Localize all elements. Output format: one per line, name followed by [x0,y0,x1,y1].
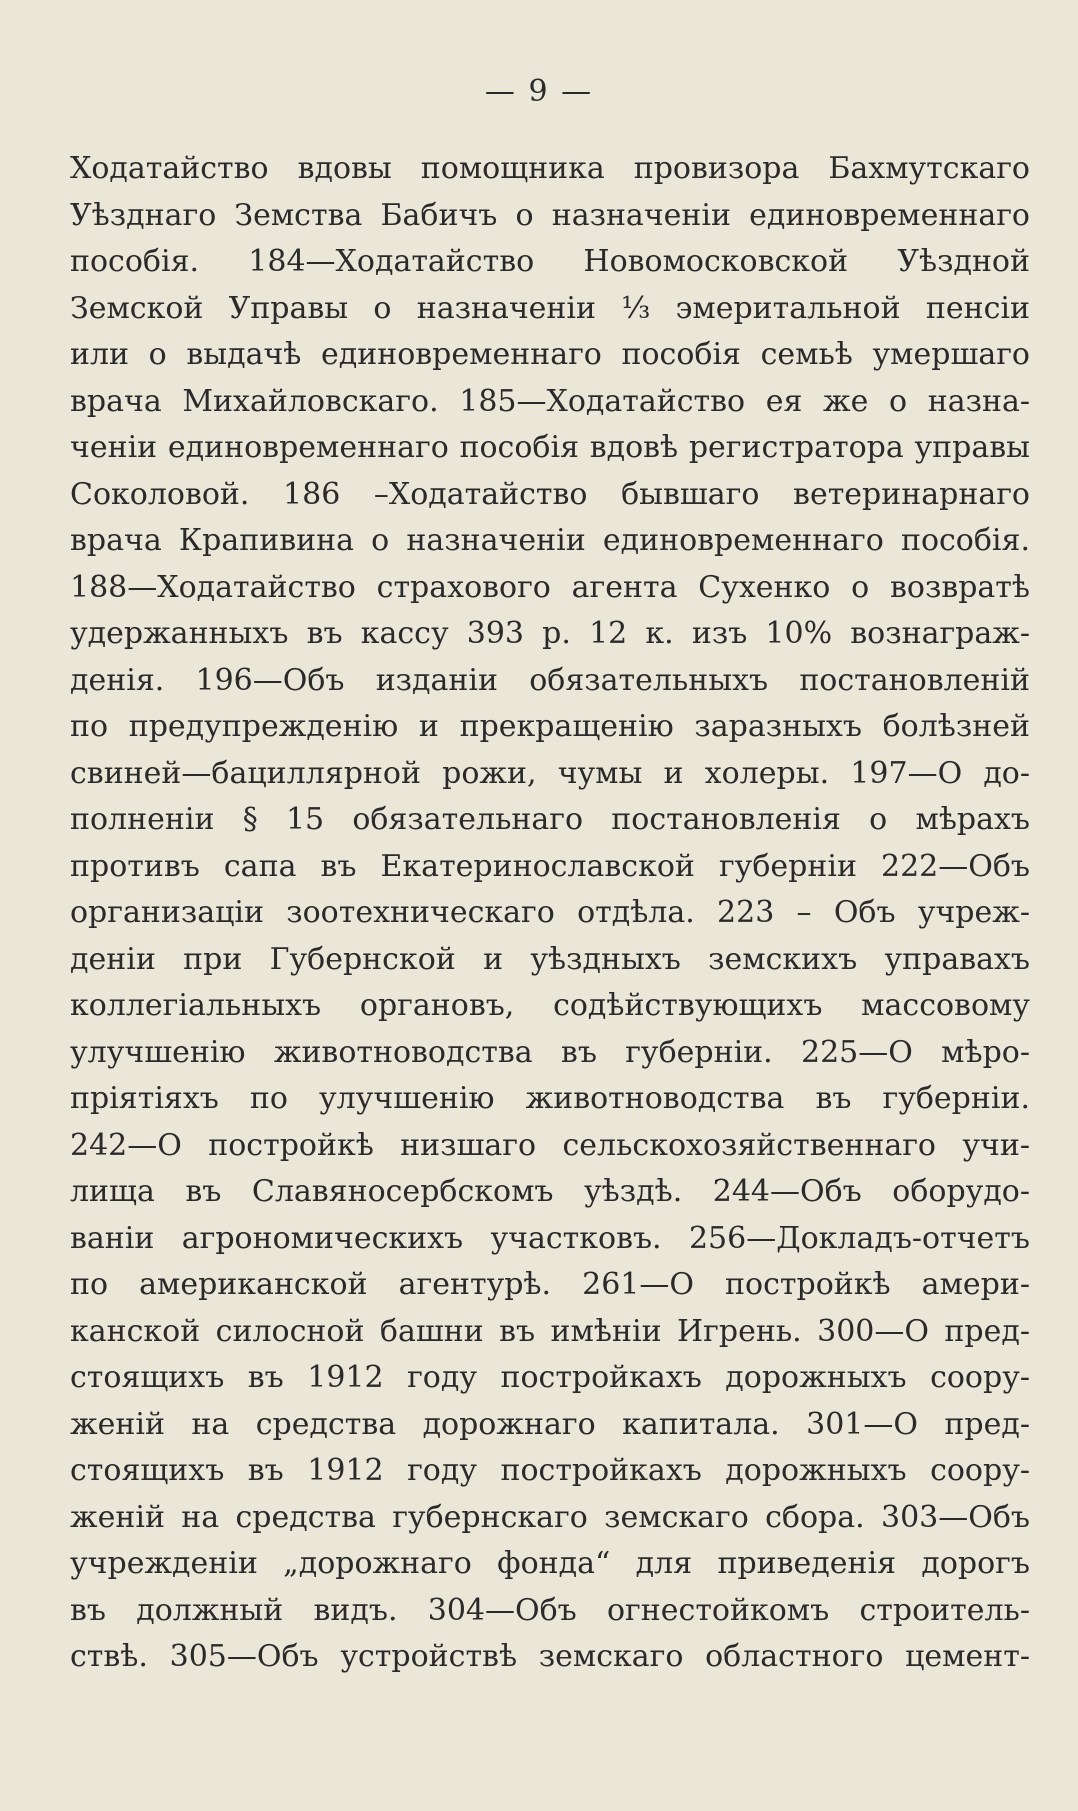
text-line: свиней—бациллярной рожи, чумы и холеры. 197—О до- [70,755,1030,791]
text-line: ваніи агрономическихъ участковъ. 256—Докладъ-отчетъ [70,1220,1030,1256]
text-line: удержанныхъ въ кассу 393 р. 12 к. изъ 10% вознаграж- [70,616,1030,651]
text-line: противъ сапа въ Екатеринославской губерніи 222—Объ [70,848,1030,884]
text-line: врача Крапивина о назначеніи единовременнаго пособія. [70,523,1030,558]
text-line: учрежденіи „дорожнаго фонда“ для приведенія дорогъ [70,1546,1030,1581]
text-line: или о выдачѣ единовременнаго пособія семьѣ умершаго [70,337,1030,372]
text-line: Ходатайство вдовы помощника провизора Бахмутскаго [70,151,1030,186]
text-line: ствѣ. 305—Объ устройствѣ земскаго областного цемент- [70,1639,1030,1674]
text-line: пріятіяхъ по улучшенію животноводства въ губерніи. [70,1081,1030,1116]
text-line: въ должный видъ. 304—Объ огнестойкомъ строитель- [70,1592,1030,1628]
text-line: 242—О постройкѣ низшаго сельскохозяйственнаго учи- [70,1127,1030,1163]
text-line: денія. 196—Объ изданіи обязательныхъ постановленій [70,662,1030,698]
text-line: женій на средства губернскаго земскаго сбора. 303—Объ [70,1499,1030,1535]
text-line: Уѣзднаго Земства Бабичъ о назначеніи единовременнаго [70,197,1030,233]
text-line: ченіи единовременнаго пособія вдовѣ регистратора управы [70,430,1030,465]
text-line: организаціи зоотехническаго отдѣла. 223 – Объ учреж- [70,895,1030,930]
text-line: 188—Ходатайство страхового агента Сухенко о возвратѣ [70,569,1030,605]
text-line: деніи при Губернской и уѣздныхъ земскихъ управахъ [70,941,1030,977]
text-line: по предупрежденію и прекращенію заразныхъ болѣзней [70,709,1030,744]
text-line: полненіи § 15 обязательнаго постановленія о мѣрахъ [70,802,1030,837]
text-line: стоящихъ въ 1912 году постройкахъ дорожныхъ соору- [70,1360,1030,1395]
text-line: улучшенію животноводства въ губерніи. 225—О мѣро- [70,1034,1030,1070]
text-line: Соколовой. 186 –Ходатайство бывшаго ветеринарнаго [70,476,1030,512]
text-line: коллегіальныхъ органовъ, содѣйствующихъ массовому [70,988,1030,1023]
text-line: женій на средства дорожнаго капитала. 301—О пред- [70,1406,1030,1442]
body-text [70,146,1030,1681]
text-line: врача Михайловскаго. 185—Ходатайство ея же о назна- [70,383,1030,419]
text-line: Земской Управы о назначеніи ⅓ эмеритальной пенсіи [70,290,1030,326]
text-line: пособія. 184—Ходатайство Новомосковской Уѣздной [70,244,1030,279]
text-line: стоящихъ въ 1912 году постройкахъ дорожныхъ соору- [70,1453,1030,1488]
page-number: — 9 — [484,74,594,109]
text-line: канской силосной башни въ имѣніи Игрень. 300—О пред- [70,1313,1030,1349]
text-line: по американской агентурѣ. 261—О постройкѣ амери- [70,1267,1030,1302]
text-line: лища въ Славяносербскомъ уѣздѣ. 244—Объ оборудо- [70,1174,1030,1209]
